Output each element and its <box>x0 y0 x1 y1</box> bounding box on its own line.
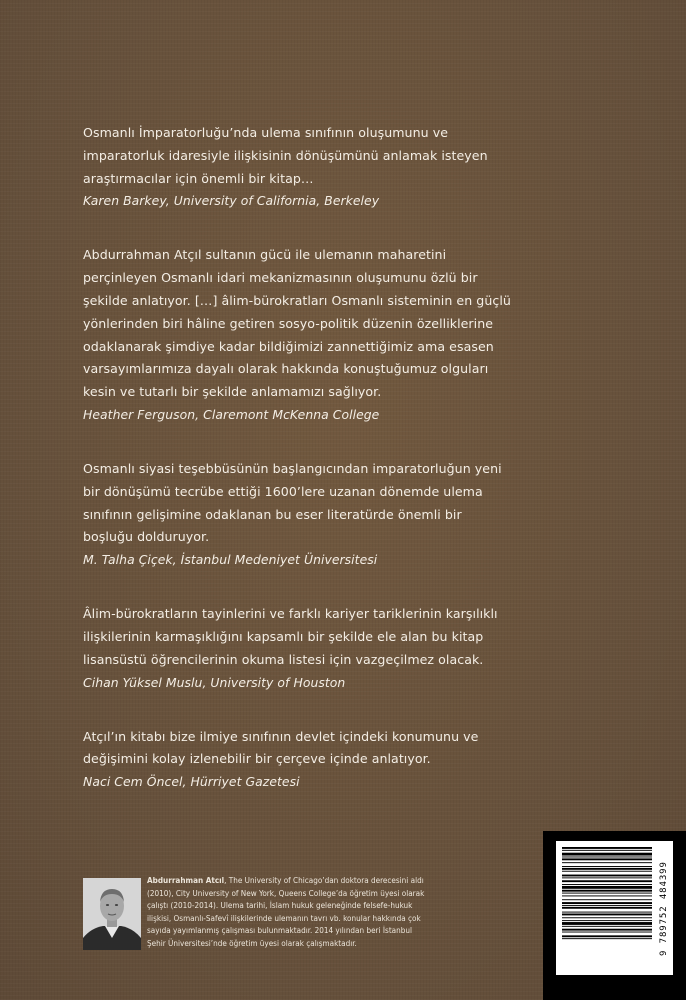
endorsement-text-line: lisansüstü öğrencilerinin okuma listesi için vazgeçilmez olacak. <box>83 651 484 667</box>
endorsements <box>83 122 603 825</box>
bio-line <box>147 874 527 887</box>
endorsement-text-line: odaklanarak şimdiye kadar bildiğimizi zannettiğimiz ama esasen <box>83 338 494 354</box>
endorsement-text-line: Osmanlı İmparatorluğu’nda ulema sınıfının oluşumunu ve <box>83 125 449 140</box>
endorsement-text-line: boşluğu dolduruyor. <box>83 529 210 545</box>
endorsement <box>83 458 603 571</box>
endorsement <box>83 244 603 426</box>
isbn-number: 9 789752 484399 <box>659 861 669 957</box>
endorsement-text-line: ilişkilerinin karmaşıklığını kapsamlı bir şekilde ele alan bu kitap <box>83 628 484 644</box>
endorsement-text-line: Osmanlı siyasi teşebbüsünün başlangıcından imparatorluğun yeni <box>83 460 502 476</box>
endorsement-attribution: Karen Barkey, University of California, Berkeley <box>83 193 380 209</box>
endorsement <box>83 726 603 794</box>
author-bio-block <box>83 874 523 958</box>
author-name: Abdurrahman Atcıl <box>147 875 225 885</box>
author-photo <box>83 878 141 950</box>
barcode-panel <box>543 831 686 1000</box>
endorsement-attribution: M. Talha Çiçek, İstanbul Medeniyet Üniversitesi <box>83 552 378 568</box>
isbn-barcode <box>556 841 673 975</box>
endorsement-text-line: varsayımlarımıza dayalı olarak hakkında konuştuğumuz olguları <box>83 361 489 377</box>
bio-line: sayıda yayımlanmış çalışması bulunmaktadır. 2014 yılından beri İstanbul <box>147 925 413 936</box>
endorsement-text-line: şekilde anlatıyor. […] âlim-bürokratları Osmanlı sisteminin en güçlü <box>83 292 511 308</box>
bio-line: ilişkisi, Osmanlı-Safevî ilişkilerinde ulemanın tavrı vb. konular hakkında çok <box>147 912 421 923</box>
endorsement <box>83 122 603 212</box>
bio-line: (2010), City University of New York, Queens College’da öğretim üyesi olarak <box>147 887 425 898</box>
endorsement-text-line: Âlim-bürokratların tayinlerini ve farklı kariyer tariklerinin karşılıklı <box>83 606 498 622</box>
bio-line: çalıştı (2010-2014). Ulema tarihi, İslam hukuk geleneğinde felsefe-hukuk <box>147 900 413 911</box>
endorsement-attribution: Cihan Yüksel Muslu, University of Houston <box>83 674 346 690</box>
endorsement-text-line: imparatorluk idaresiyle ilişkisinin dönüşümünü anlamak isteyen <box>83 147 488 163</box>
endorsement-text-line: sınıfının gelişimine odaklanan bu eser literatürde önemli bir <box>83 506 462 522</box>
barcode-bars <box>556 841 656 975</box>
endorsement-text-line: Atçıl’ın kitabı bize ilmiye sınıfının devlet içindeki konumunu ve <box>83 728 479 744</box>
bio-first-line: , The University of Chicago’dan doktora derecesini aldı <box>224 875 424 885</box>
endorsement-text-line: kesin ve tutarlı bir şekilde anlamamızı sağlıyor. <box>83 384 382 400</box>
endorsement-text-line: yönlerinden biri hâline getiren sosyo-politik düzenin özelliklerine <box>83 315 494 331</box>
bio-line: Şehir Üniversitesi’nde öğretim üyesi olarak çalışmaktadır. <box>147 937 357 948</box>
endorsement-text-line: Abdurrahman Atçıl sultanın gücü ile ulemanın maharetini <box>83 247 447 263</box>
endorsement <box>83 603 603 693</box>
endorsement-text-line: bir dönüşümü tecrübe ettiği 1600’lere uzanan dönemde ulema <box>83 483 483 499</box>
endorsement-text-line: araştırmacılar için önemli bir kitap… <box>83 170 314 186</box>
author-bio <box>147 874 527 950</box>
endorsement-attribution: Naci Cem Öncel, Hürriyet Gazetesi <box>83 774 300 790</box>
endorsement-text-line: perçinleyen Osmanlı idari mekanizmasının oluşumunu özlü bir <box>83 270 478 286</box>
endorsement-attribution: Heather Ferguson, Claremont McKenna College <box>83 406 380 422</box>
endorsement-text-line: değişimini kolay izlenebilir bir çerçeve içinde anlatıyor. <box>83 751 431 767</box>
